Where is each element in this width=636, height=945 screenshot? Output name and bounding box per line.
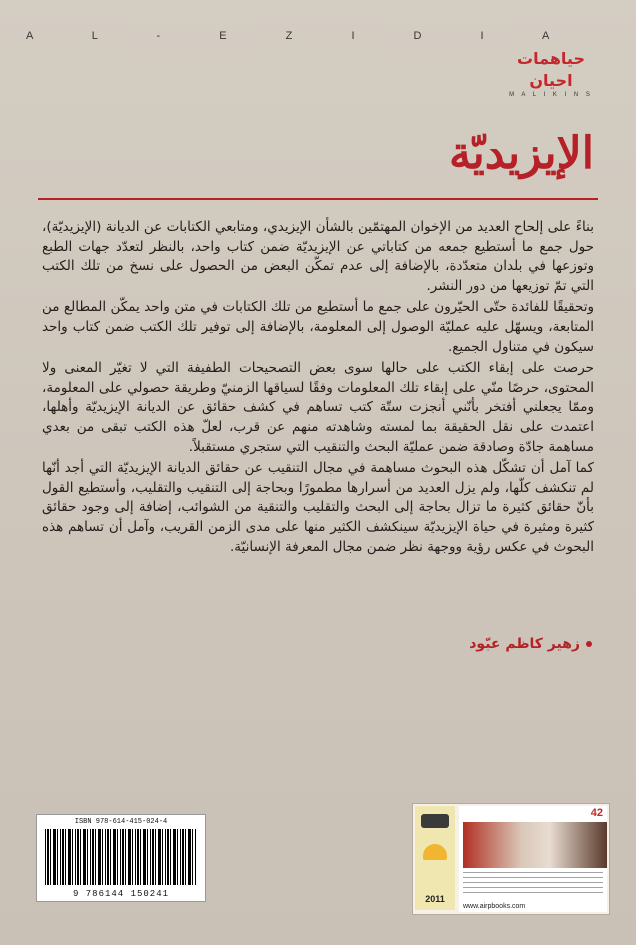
author-name: زهير كاظم عبّود (469, 636, 580, 652)
publisher-advert (412, 803, 610, 915)
blurb-paragraph: كما آمل أن تشكّل هذه البحوث مساهمة في مجال التنقيب عن حقائق الديانة الإيزيديّة التي أجد أنّها لم تنكشف كلّها، ولم يزل العديد من أسرارها مطمورًا وبحاجة إلى التنقيب والتقليب، وأستطيع القول بأنّ حقائق كثيرة ما تزال بحاجة إلى البحث والتقليب والتنقية من الشوائب، إضافة إلى وجود حقائق كثيرة ومثيرة في حياة الإيزيديّة سينكشف الكثير منها على مدى الزمن القريب، وآمل أن تساهم هذه البحوث في عكس رؤية ووجهة نظر ضمن مجال المعرفة الإنسانيّة. (42, 460, 594, 555)
barcode-icon (45, 829, 197, 885)
sun-icon (423, 844, 447, 860)
publisher-logo (496, 48, 606, 98)
bullet-icon (586, 641, 592, 647)
advert-main (459, 806, 607, 912)
author-signature (469, 636, 592, 652)
publisher-logo-latin: M A L I K I N S (509, 92, 593, 98)
barcode-box (36, 814, 206, 902)
book-title: الإيزيديّة (448, 128, 594, 179)
advert-text-lines (463, 872, 603, 896)
title-divider (38, 198, 598, 200)
advert-image (463, 822, 607, 868)
advert-logo-icon (421, 814, 449, 828)
barcode-number: 9 786144 150241 (72, 889, 169, 899)
advert-badge-number: 42 (590, 807, 603, 819)
advert-year: 2011 (425, 894, 445, 904)
publisher-logo-arabic: حياهمات احيان (517, 49, 585, 90)
blurb-paragraph: بناءً على إلحاح العديد من الإخوان المهتمّين بالشأن الإيزيدي، ومتابعي الكتابات عن الديانة (الإيزيديّة)، حول جمع ما أستطيع جمعه من كتاباتي عن الإيزيديّة ضمن كتاب واحد، بالنظر لتعدّد جهات الطبع وتوزعها في بلدان متعدّدة، بالإضافة إلى عدم تمكّن البعض من الحصول على نسخ من تلك الكتب التي تمّ توزيعها من دور النشر. (42, 219, 594, 294)
blurb-paragraph: وتحقيقًا للفائدة حتّى الحيّرون على جمع ما أستطيع من تلك الكتابات في متن واحد يمكّن المطالع من المتابعة، ويسهّل عليه عمليّة الوصول إلى المعلومة، بالإضافة إلى توفير تلك الكتب ضمن كتاب واحد سيكون في متناول الجميع. (42, 299, 594, 355)
isbn-label: ISBN 978-614-415-024-4 (74, 818, 168, 826)
series-name: A L - E Z I D I A (26, 30, 578, 42)
advert-sidebar (415, 806, 455, 910)
blurb-paragraph: حرصت على إبقاء الكتب على حالها سوى بعض التصحيحات الطفيفة التي لا تغيّر المعنى ولا المحتوى، حرصًا منّي على إبقاء تلك المعلومات وفقًا لسياقها الزمنيّ وطريقة حصولي على المعلومة، وممّا يجعلني أفتخر بأنّني أنجزت ستّة كتب تساهم في كشف حقائق عن الديانة الإيزيديّة وأهلها، اعتمدت على نقل الحقيقة بما لمسته وشاهدته منهم عن قرب، لعلّ هذه الكتب تبقى من بعدي مساهمة جادّة وصادقة ضمن عمليّة البحث والتنقيب التي ستجري مستقبلاً. (42, 360, 594, 455)
blurb (42, 218, 594, 559)
advert-url: www.airpbooks.com (463, 903, 526, 910)
